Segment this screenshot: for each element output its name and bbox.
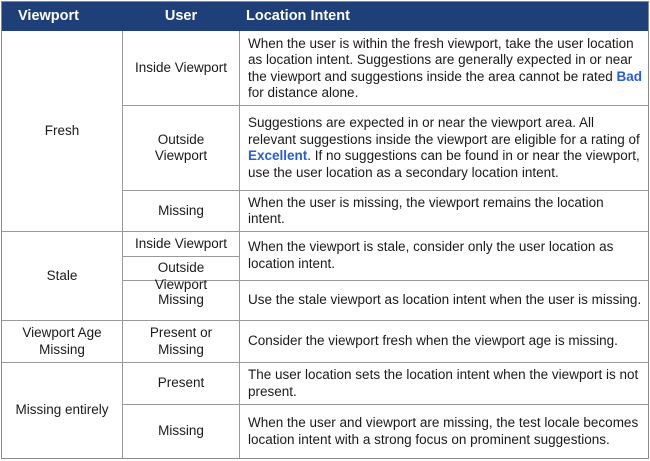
header-user: User xyxy=(164,8,198,24)
viewport-stale: Stale xyxy=(46,267,78,283)
user-outside-viewport: Outside Viewport xyxy=(154,131,208,163)
intent-fresh-missing: When the user is missing, the viewport remains the location intent. xyxy=(248,194,604,226)
header-viewport: Viewport xyxy=(18,8,79,24)
intent-missing-entirely-missing: When the user and viewport are missing, the test locale becomes location intent with a strong focus on prominent suggestions. xyxy=(248,415,639,447)
viewport-age-missing: Viewport Age Missing xyxy=(22,325,102,357)
user-missing: Missing xyxy=(158,202,204,218)
intent-stale-inside-outside: When the viewport is stale, consider only the user location as location intent. xyxy=(248,239,614,271)
header-location-intent: Location Intent xyxy=(246,8,350,24)
user-missing: Missing xyxy=(158,423,204,439)
intent-missing-entirely-present: The user location sets the location intent when the viewport is not present. xyxy=(248,367,639,399)
rating-excellent: Excellent xyxy=(248,148,308,163)
viewport-fresh: Fresh xyxy=(44,123,80,139)
user-present-or-missing: Present or Missing xyxy=(149,325,213,357)
intent-fresh-inside: When the user is within the fresh viewport, take the user location as location intent. Suggestions are generally expected in or near the viewport and suggestions inside the area cannot be rated Bad for distance alone. xyxy=(248,35,643,100)
user-inside-viewport: Inside Viewport xyxy=(134,235,228,251)
viewport-missing-entirely: Missing entirely xyxy=(15,402,109,418)
user-missing: Missing xyxy=(158,292,204,308)
intent-fresh-outside: Suggestions are expected in or near the viewport area. All relevant suggestions inside the viewport are eligible for a rating of Excellent. If no suggestions can be found in or near the viewport, use the user location as a secondary location intent. xyxy=(248,115,640,180)
user-present: Present xyxy=(157,375,205,391)
location-intent-table xyxy=(1,1,649,459)
intent-age-missing: Consider the viewport fresh when the viewport age is missing. xyxy=(248,333,618,349)
user-outside-viewport: Outside Viewport xyxy=(154,260,208,292)
user-inside-viewport: Inside Viewport xyxy=(134,60,228,76)
table-header xyxy=(2,2,648,31)
rating-bad: Bad xyxy=(616,68,643,84)
intent-stale-missing: Use the stale viewport as location intent when the user is missing. xyxy=(248,292,642,308)
